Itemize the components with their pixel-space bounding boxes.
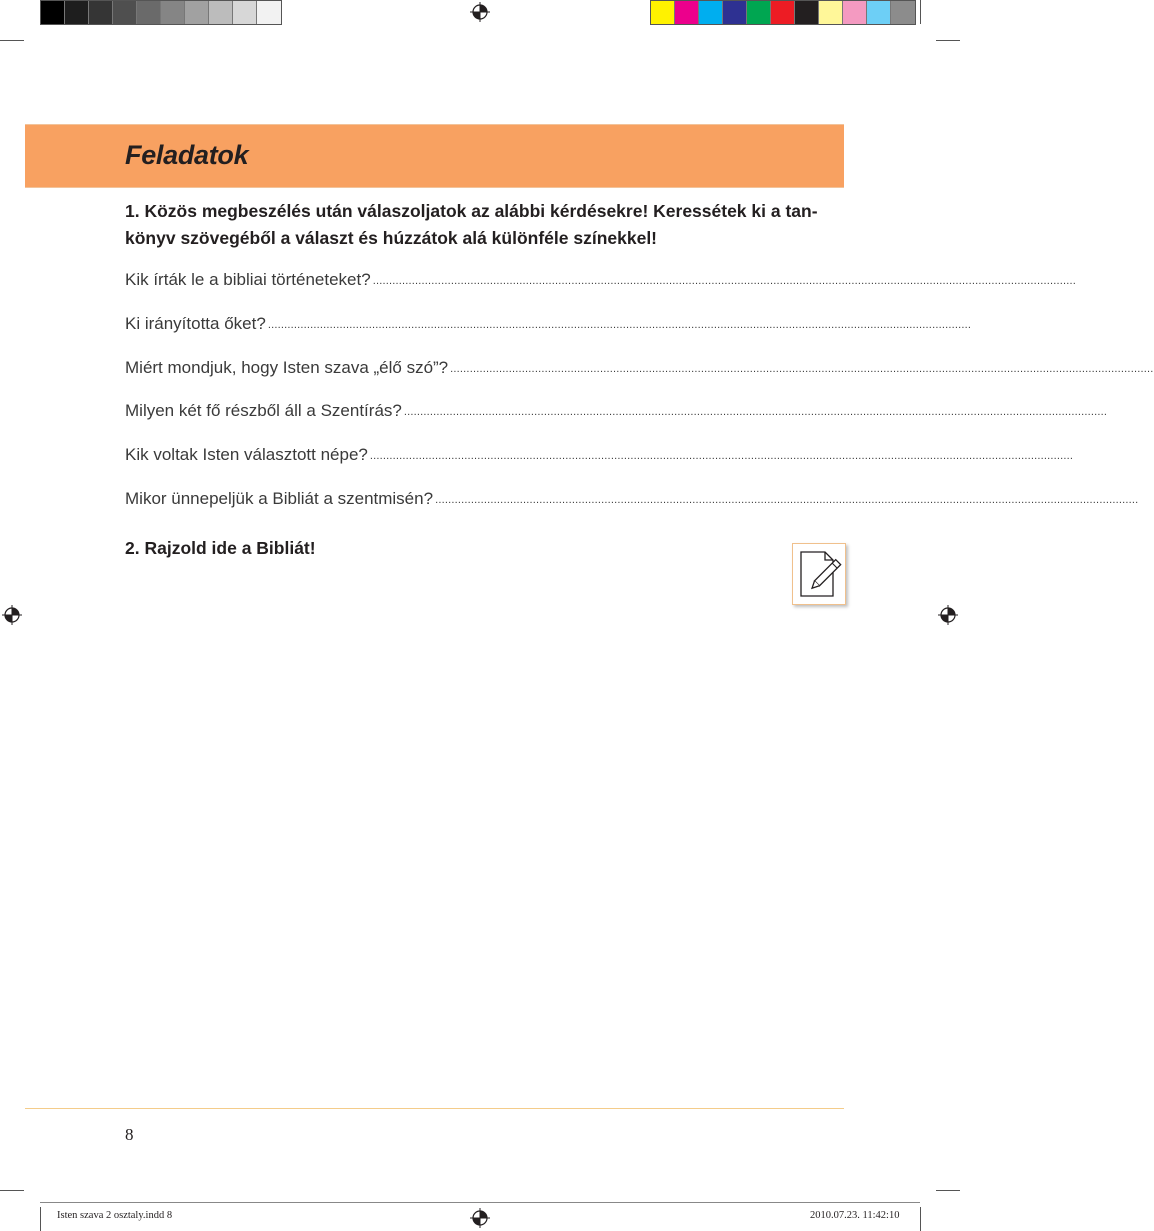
color-swatch xyxy=(89,1,113,24)
color-swatch xyxy=(867,1,891,24)
answer-line[interactable]: ........................................................................................................................................................................................................................ xyxy=(435,494,1139,506)
crop-mark xyxy=(920,0,921,24)
question-text: Milyen két fő részből áll a Szentírás? xyxy=(125,401,402,420)
grayscale-color-bar xyxy=(40,0,282,25)
task-1-line-1: 1. Közös megbeszélés után válaszoljatok az alábbi kérdésekre! Keressétek ki a tan- xyxy=(125,201,818,221)
color-swatch xyxy=(795,1,819,24)
color-swatch xyxy=(891,1,915,24)
page-title: Feladatok xyxy=(125,140,249,170)
color-swatch xyxy=(651,1,675,24)
registration-mark-icon xyxy=(938,605,958,625)
slug-timestamp: 2010.07.23. 11:42:10 xyxy=(810,1210,900,1221)
crop-mark xyxy=(40,1207,41,1231)
crop-mark xyxy=(40,0,41,24)
color-swatch xyxy=(161,1,185,24)
answer-line[interactable]: ........................................................................................................................................................................................................................ xyxy=(372,275,1077,287)
answer-line[interactable]: ........................................................................................................................................................................................................................ xyxy=(267,319,972,331)
color-swatch xyxy=(699,1,723,24)
registration-mark-icon xyxy=(2,605,22,625)
color-swatch xyxy=(113,1,137,24)
answer-line[interactable]: ........................................................................................................................................................................................................................ xyxy=(369,450,1074,462)
question-line xyxy=(125,485,1139,509)
color-swatch xyxy=(65,1,89,24)
registration-mark-icon xyxy=(470,2,490,22)
question-text: Miért mondjuk, hogy Isten szava „élő szó”? xyxy=(125,358,449,377)
question-line xyxy=(125,266,1077,290)
color-swatch xyxy=(843,1,867,24)
page-number: 8 xyxy=(125,1125,134,1144)
color-swatch xyxy=(41,1,65,24)
question-line xyxy=(125,397,1108,421)
task-1-instruction xyxy=(125,198,845,252)
question-text: Ki irányította őket? xyxy=(125,314,266,333)
process-color-bar xyxy=(650,0,916,25)
question-line xyxy=(125,310,972,334)
crop-mark xyxy=(0,40,24,41)
question-line xyxy=(125,441,1074,465)
crop-mark xyxy=(0,1190,24,1191)
answer-line[interactable]: ........................................................................................................................................................................................................................ xyxy=(450,363,1154,375)
footer-rule xyxy=(25,1108,844,1109)
color-swatch xyxy=(257,1,281,24)
color-swatch xyxy=(675,1,699,24)
color-swatch xyxy=(185,1,209,24)
answer-line[interactable]: ........................................................................................................................................................................................................................ xyxy=(403,406,1108,418)
slug-file-name: Isten szava 2 osztaly.indd 8 xyxy=(57,1210,173,1221)
crop-mark xyxy=(936,40,960,41)
question-line xyxy=(125,354,1154,378)
color-swatch xyxy=(209,1,233,24)
question-text: Kik voltak Isten választott népe? xyxy=(125,445,368,464)
color-swatch xyxy=(723,1,747,24)
color-swatch xyxy=(233,1,257,24)
color-swatch xyxy=(137,1,161,24)
question-text: Mikor ünnepeljük a Bibliát a szentmisén? xyxy=(125,489,434,508)
color-swatch xyxy=(819,1,843,24)
color-swatch xyxy=(747,1,771,24)
color-swatch xyxy=(771,1,795,24)
crop-mark xyxy=(936,1190,960,1191)
registration-mark-icon xyxy=(470,1208,490,1228)
task-1-line-2: könyv szövegéből a választ és húzzátok alá különféle színekkel! xyxy=(125,228,658,248)
slug-rule xyxy=(40,1202,920,1203)
task-2-instruction: 2. Rajzold ide a Bibliát! xyxy=(125,538,316,558)
drawing-pencil-icon xyxy=(792,543,846,605)
crop-mark xyxy=(920,1207,921,1231)
question-text: Kik írták le a bibliai történeteket? xyxy=(125,270,371,289)
